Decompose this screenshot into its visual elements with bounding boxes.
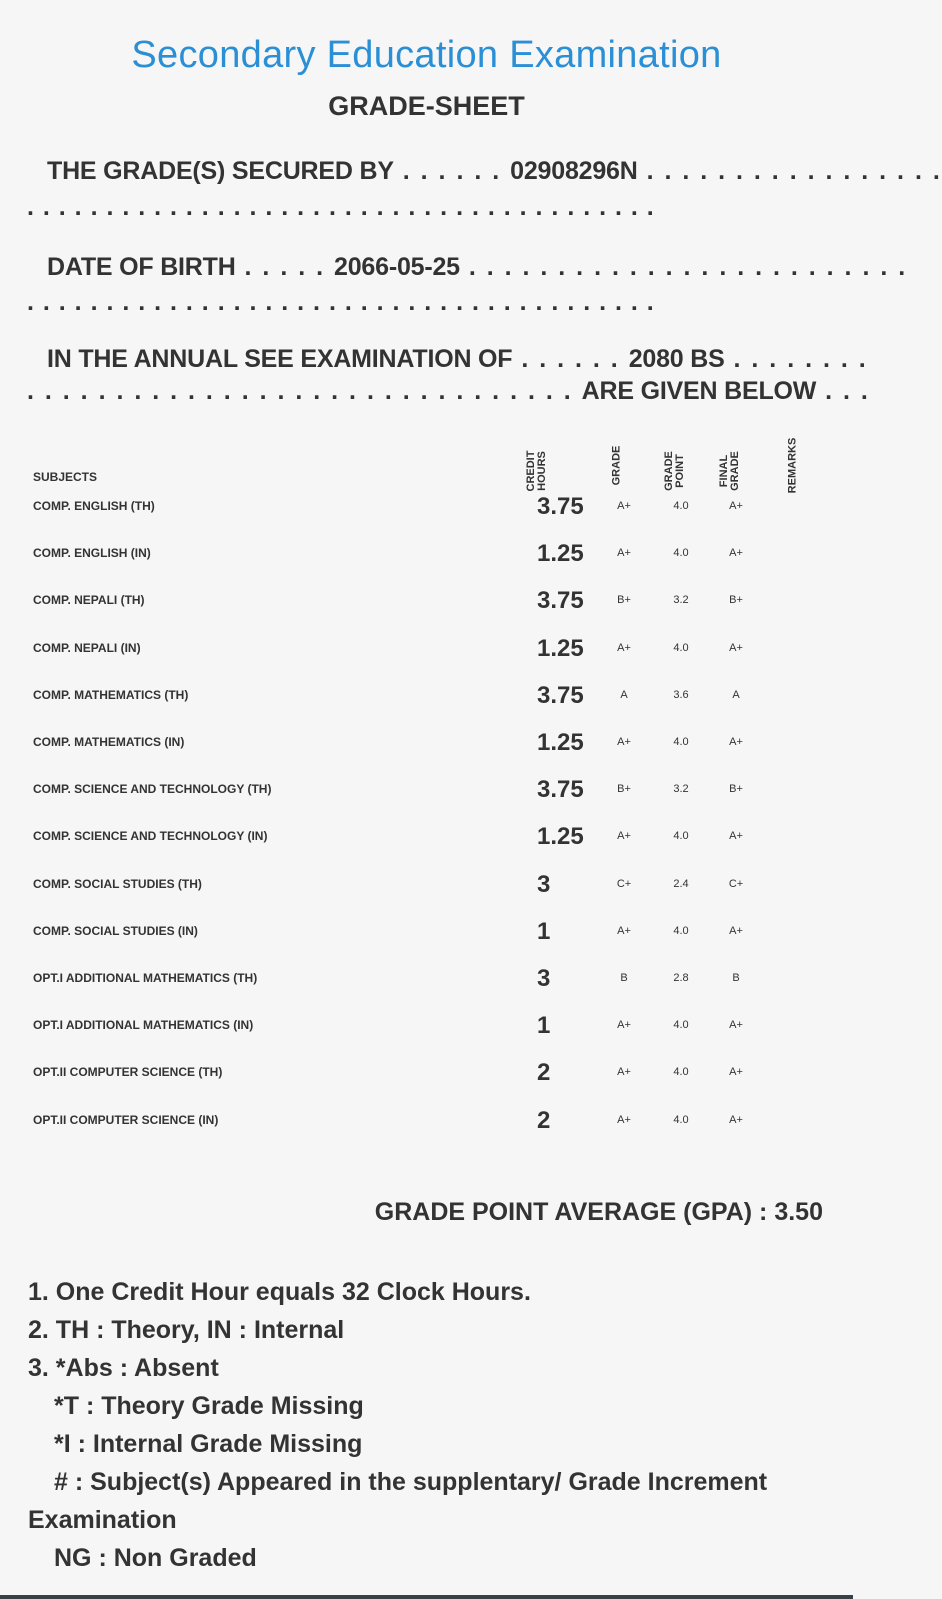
gpa-label: GRADE POINT AVERAGE (GPA) : [374,1198,768,1226]
header-subjects: SUBJECTS [33,470,98,484]
grade-point: 4.0 [673,924,689,937]
final-grade: B [732,972,740,984]
grade-point: 2.4 [673,877,689,890]
note-absent: 3. *Abs : Absent [28,1354,219,1382]
note-examination: Examination [28,1506,177,1534]
grade-point: 4.0 [673,1113,689,1126]
subject-name: OPT.I ADDITIONAL MATHEMATICS (TH) [33,971,258,985]
subject-name: COMP. SOCIAL STUDIES (TH) [33,876,202,891]
credit-hours: 2 [537,1059,551,1087]
exam-label: IN THE ANNUAL SEE EXAMINATION OF [47,345,513,373]
table-row [20,1049,820,1096]
grade: A+ [617,1113,631,1126]
grade: A+ [617,1066,631,1079]
grade: A+ [617,641,631,654]
dotted-line: . . . . . . . . . . . . . . . . . . . . . . . . . . . . . . . . . . . . . . . . [27,288,655,316]
final-grade: A+ [729,736,743,748]
table-row [20,672,820,719]
grade-point: 3.6 [673,688,689,701]
dob-value: 2066-05-25 [334,253,460,281]
grade: A+ [617,924,631,937]
final-grade: A+ [729,547,743,560]
table-row [20,530,820,577]
table-row [20,719,820,766]
final-grade: B+ [729,594,743,607]
grade: A [620,688,628,701]
final-grade: A+ [729,1113,743,1126]
credit-hours: 1 [537,1012,551,1040]
header-final-grade: FINAL GRADE [718,451,741,491]
note-th-in: 2. TH : Theory, IN : Internal [28,1316,345,1344]
credit-hours: 3 [537,965,551,992]
credit-hours: 3.75 [537,587,584,615]
subject-name: COMP. MATHEMATICS (IN) [33,735,185,749]
note-non-graded: NG : Non Graded [54,1544,257,1572]
grade-point: 4.0 [673,830,689,843]
symbol-number: 02908296N [510,157,638,185]
exam-line: IN THE ANNUAL SEE EXAMINATION OF . . . . . . 2080 BS . . . . . . . . [47,345,868,373]
subject-name: COMP. SOCIAL STUDIES (IN) [33,923,198,938]
table-row [20,577,820,624]
final-grade: A+ [729,830,743,843]
header-remarks: REMARKS [786,437,799,494]
given-below-text: ARE GIVEN BELOW [581,377,817,405]
dob-line: DATE OF BIRTH . . . . . 2066-05-25 . . . . . . . . . . . . . . . . . . . . . . . . . [47,253,908,281]
grade-point: 3.2 [673,594,689,607]
subject-name: OPT.I ADDITIONAL MATHEMATICS (IN) [33,1018,254,1033]
subject-name: COMP. NEPALI (TH) [33,593,145,608]
grade: A+ [617,547,631,560]
grade-point: 4.0 [673,500,689,512]
dob-label: DATE OF BIRTH [47,253,236,281]
subject-name: COMP. ENGLISH (TH) [33,499,155,513]
subject-name: COMP. SCIENCE AND TECHNOLOGY (IN) [33,829,268,844]
note-internal-missing: *I : Internal Grade Missing [54,1430,363,1458]
subject-name: OPT.II COMPUTER SCIENCE (TH) [33,1065,223,1080]
table-row [20,483,820,530]
credit-hours: 1 [537,917,551,945]
grade-point: 4.0 [673,1019,689,1032]
grade: A+ [617,1019,631,1032]
grade-point: 4.0 [673,736,689,748]
subject-name: COMP. SCIENCE AND TECHNOLOGY (TH) [33,782,272,797]
grade: A+ [617,830,631,843]
dotted-line: . . . . . . . . . . . . . . . . . . . . . . . . . . . . . . . . . . . . . . . . [27,193,655,221]
grade-point: 4.0 [673,641,689,654]
final-grade: A+ [729,924,743,937]
grade: A+ [617,500,631,512]
subject-name: COMP. NEPALI (IN) [33,640,141,655]
table-row [20,1002,820,1049]
secured-by-label: THE GRADE(S) SECURED BY [47,157,394,185]
credit-hours: 3.75 [537,493,584,520]
credit-hours: 3.75 [537,681,584,709]
header-credit-hours: CREDIT HOURS [525,450,548,492]
credit-hours: 1.25 [537,729,584,756]
note-credit-hour: 1. One Credit Hour equals 32 Clock Hours. [28,1278,531,1306]
secured-by-line: THE GRADE(S) SECURED BY . . . . . . 02908296N . . . . . . . . . . . . . . . . . [47,157,942,185]
grade: A+ [617,736,631,748]
credit-hours: 3.75 [537,776,584,804]
final-grade: A+ [729,1019,743,1032]
final-grade: B+ [729,783,743,796]
credit-hours: 1.25 [537,540,584,568]
final-grade: C+ [728,877,744,890]
note-theory-missing: *T : Theory Grade Missing [54,1392,364,1420]
final-grade: A+ [729,500,743,512]
credit-hours: 2 [537,1106,551,1134]
grade-point: 2.8 [673,972,689,984]
subject-name: OPT.II COMPUTER SCIENCE (IN) [33,1112,219,1127]
note-supplementary: # : Subject(s) Appeared in the supplentary/ Grade Increment [54,1468,768,1496]
gpa-line [375,1198,823,1227]
grade-point: 4.0 [673,547,689,560]
exam-title: Secondary Education Examination [131,34,722,76]
grade-sheet-heading: GRADE-SHEET [328,91,525,121]
grade-point: 3.2 [673,783,689,796]
given-below-line: . . . . . . . . . . . . . . . . . . . . . . . . . . . . . . . ARE GIVEN BELOW . . . [27,377,870,405]
final-grade: A+ [729,641,743,654]
subject-name: COMP. ENGLISH (IN) [33,546,151,561]
grade: B [620,972,628,984]
grade: C+ [616,877,632,890]
grade: B+ [617,594,631,607]
table-row [20,955,820,1002]
credit-hours: 1.25 [537,823,584,851]
grade: B+ [617,783,631,796]
grade-point: 4.0 [673,1066,689,1079]
final-grade: A+ [729,1066,743,1079]
credit-hours: 1.25 [537,634,584,662]
exam-year: 2080 BS [628,345,725,373]
table-row [20,861,820,908]
table-row [20,625,820,672]
table-row [20,766,820,813]
header-grade: GRADE [610,445,623,486]
credit-hours: 3 [537,870,551,898]
table-row [20,813,820,860]
subject-name: COMP. MATHEMATICS (TH) [33,687,189,702]
table-row [20,1097,820,1144]
grade-table [20,437,820,1134]
gpa-value: 3.50 [774,1198,823,1226]
bottom-bar [0,1595,853,1599]
final-grade: A [732,688,740,701]
header-grade-point: GRADE POINT [663,451,686,491]
table-row [20,908,820,955]
